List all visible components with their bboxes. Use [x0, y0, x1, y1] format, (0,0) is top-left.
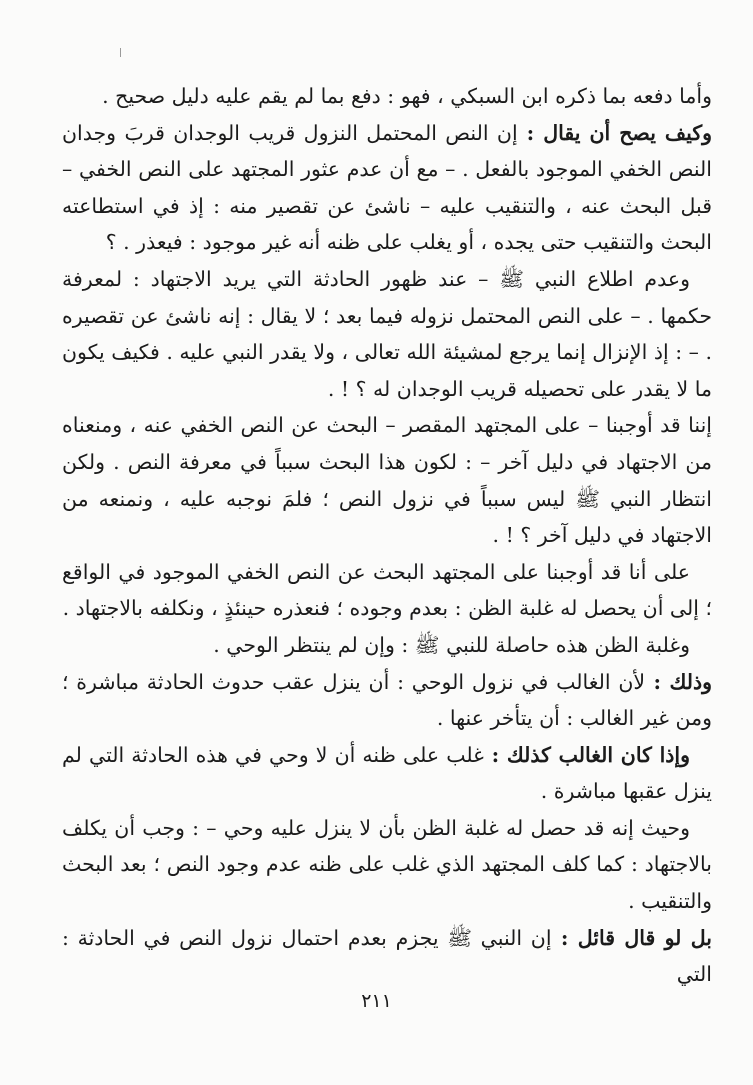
paragraph-4 — [62, 407, 712, 553]
paragraph-3 — [62, 261, 712, 407]
paragraph-10-text: إن النبي ﷺ يجزم بعدم احتمال نزول النص في الحادثة : التي — [62, 925, 712, 987]
paragraph-5 — [62, 554, 712, 627]
page-number: ٢١١ — [361, 990, 392, 1012]
paragraph-1-text: وأما دفعه بما ذكره ابن السبكي ، فهو : دفع بما لم يقم عليه دليل صحيح . — [102, 84, 712, 108]
paragraph-9-text: وحيث إنه قد حصل له غلبة الظن بأن لا ينزل عليه وحي – : وجب أن يكلف بالاجتهاد : كما كلف المجتهد الذي غلب على ظنه عدم وجود النص ؛ بعد البحث والتنقيب . — [62, 815, 712, 914]
body-text — [62, 78, 712, 993]
paragraph-8 — [62, 737, 712, 810]
paragraph-9 — [62, 810, 712, 920]
paragraph-5-text: على أنا قد أوجبنا على المجتهد البحث عن النص الخفي الموجود في الواقع ؛ إلى أن يحصل له غلبة الظن : بعدم وجوده ؛ فنعذره حينئذٍ ، ونكلفه بالاجتهاد . — [62, 559, 712, 621]
paragraph-7 — [62, 664, 712, 737]
paragraph-8-text: غلب على ظنه أن لا وحي في هذه الحادثة التي لم ينزل عقبها مباشرة . — [62, 742, 712, 804]
paragraph-2-text: إن النص المحتمل النزول قريب الوجدان قربَ وجدان النص الخفي الموجود بالفعل . – مع أن عدم عثور المجتهد على النص الخفي – قبل البحث عنه ، والتنقيب عليه – ناشئ عن تقصير منه : إذ في استطاعته البحث والتنقيب حتى يجده ، أو يغلب على ظنه أنه غير موجود : فيعذر . ؟ — [62, 120, 712, 255]
paragraph-2 — [62, 115, 712, 261]
paragraph-4-text: إننا قد أوجبنا – على المجتهد المقصر – البحث عن النص الخفي عنه ، ومنعناه من الاجتهاد في دليل آخر – : لكون هذا البحث سبباً في معرفة النص . ولكن انتظار النبي ﷺ ليس سبباً في نزول النص ؛ فلمَ نوجبه عليه ، ونمنعه من الاجتهاد في دليل آخر ؟ ! . — [62, 413, 712, 548]
paragraph-2-lead: وكيف يصح أن يقال : — [517, 120, 712, 145]
paragraph-10 — [62, 920, 712, 993]
paragraph-1 — [62, 78, 712, 115]
paragraph-3-text: وعدم اطلاع النبي ﷺ – عند ظهور الحادثة التي يريد الاجتهاد : لمعرفة حكمها . – على النص المحتمل نزوله فيما بعد ؛ لا يقال : إنه ناشئ عن تقصيره . – : إذ الإنزال إنما يرجع لمشيئة الله تعالى ، ولا يقدر النبي عليه . فكيف يكون ما لا يقدر على تحصيله قريب الوجدان له ؟ ! . — [62, 266, 712, 401]
paragraph-7-text: لأن الغالب في نزول الوحي : أن ينزل عقب حدوث الحادثة مباشرة ؛ ومن غير الغالب : أن يتأخر عنها . — [62, 669, 712, 731]
paragraph-7-lead: وذلك : — [645, 669, 712, 694]
scan-mark — [120, 48, 121, 57]
paragraph-10-lead: بل لو قال قائل : — [551, 925, 712, 950]
paragraph-6 — [62, 627, 712, 664]
paragraph-6-text: وغلبة الظن هذه حاصلة للنبي ﷺ : وإن لم ينتظر الوحي . — [213, 632, 690, 657]
paragraph-8-lead: وإذا كان الغالب كذلك : — [483, 742, 690, 767]
